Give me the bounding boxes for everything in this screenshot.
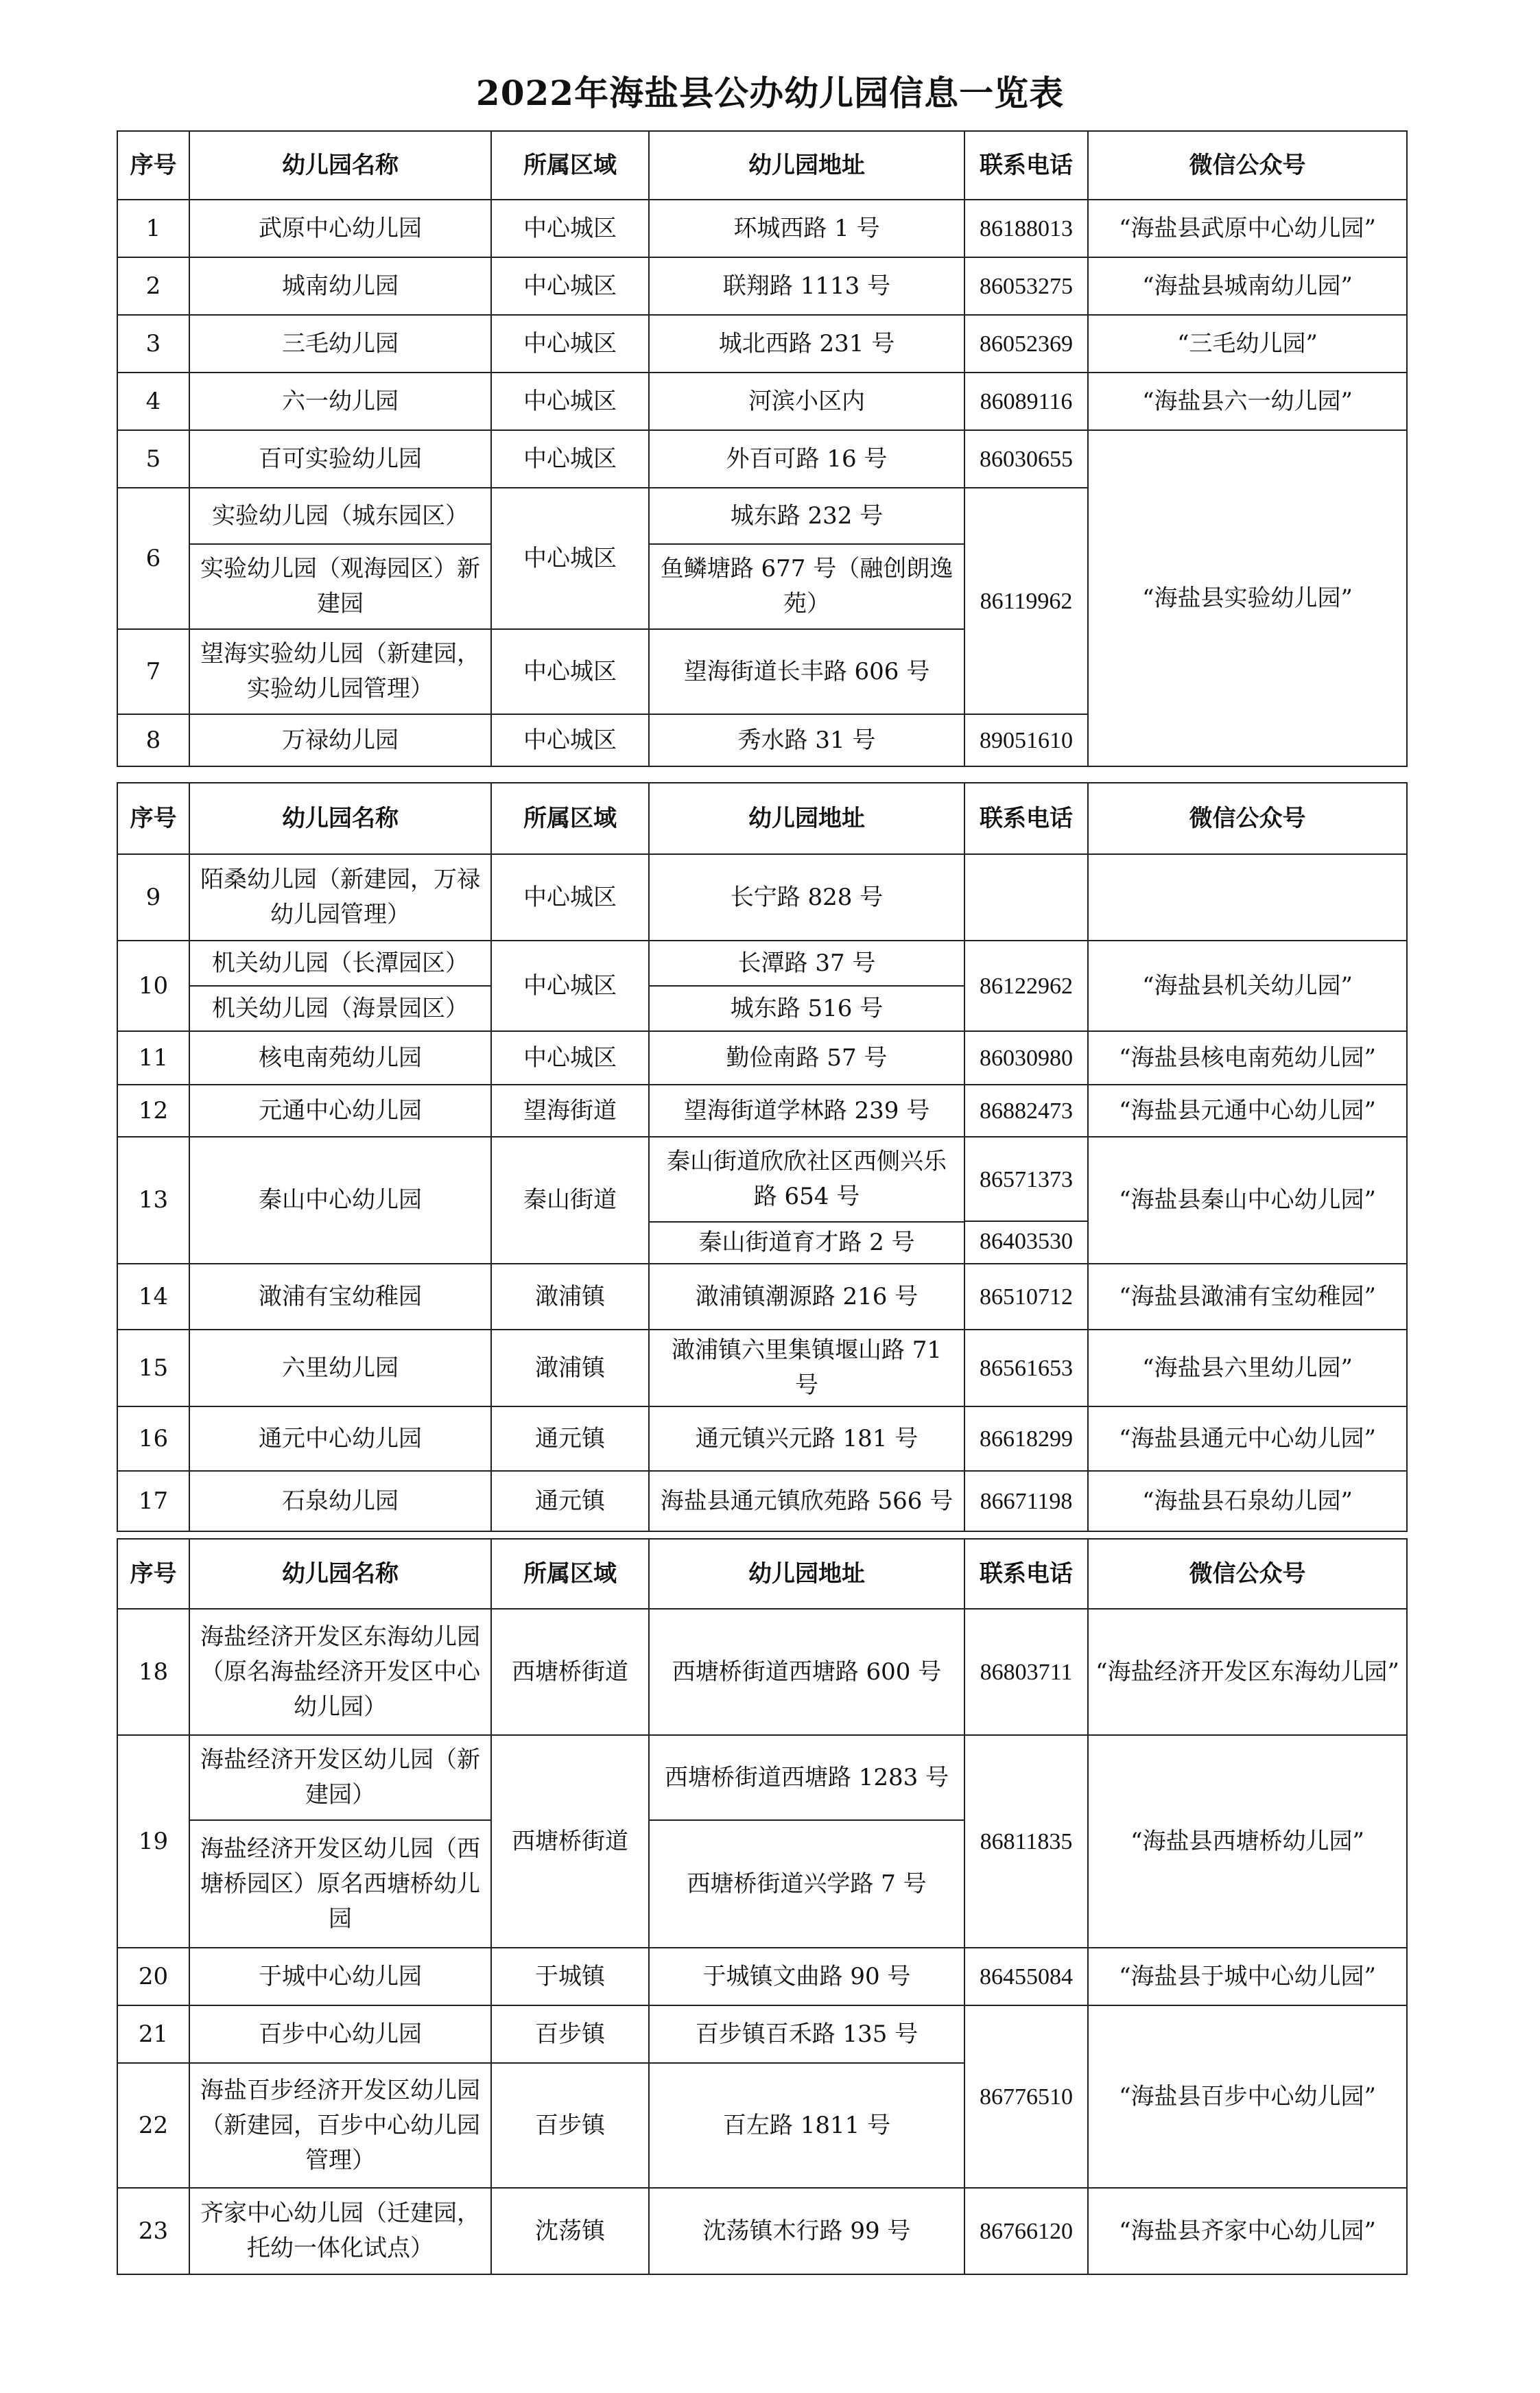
phone: 86882473 [964, 1085, 1088, 1137]
row-number: 20 [117, 1948, 189, 2005]
table-row [117, 1330, 1407, 1406]
kindergarten-name: 海盐经济开发区幼儿园（新建园） [189, 1735, 491, 1820]
header-area: 所属区域 [491, 1539, 649, 1609]
phone: 86403530 [980, 1228, 1073, 1254]
area: 中心城区 [491, 257, 649, 315]
phone: 86618299 [964, 1406, 1088, 1471]
kindergarten-name: 齐家中心幼儿园（迁建园，托幼一体化试点） [189, 2188, 491, 2274]
kindergarten-table-1 [117, 130, 1408, 767]
phone [964, 854, 1088, 941]
table-row [117, 1137, 1407, 1222]
header-no: 序号 [117, 131, 189, 200]
address: 百左路 1811 号 [649, 2063, 964, 2188]
kindergarten-name: 核电南苑幼儿园 [189, 1031, 491, 1085]
header-wechat: 微信公众号 [1088, 783, 1407, 854]
header-name: 幼儿园名称 [189, 783, 491, 854]
table-header-row [117, 783, 1407, 854]
phone: 86510712 [964, 1264, 1088, 1330]
wechat-account: “海盐县秦山中心幼儿园” [1088, 1137, 1407, 1264]
row-number: 12 [117, 1085, 189, 1137]
table-row [117, 1735, 1407, 1820]
row-number: 6 [117, 488, 189, 629]
address: 沈荡镇木行路 99 号 [649, 2188, 964, 2274]
kindergarten-name: 百可实验幼儿园 [189, 430, 491, 488]
table-row [117, 1264, 1407, 1330]
kindergarten-name: 陌桑幼儿园（新建园，万禄幼儿园管理） [189, 854, 491, 941]
wechat-account: “海盐县机关幼儿园” [1088, 941, 1407, 1031]
table-row [117, 1609, 1407, 1735]
phone: 86053275 [964, 257, 1088, 315]
wechat-account: “海盐经济开发区东海幼儿园” [1088, 1609, 1407, 1735]
header-phone: 联系电话 [964, 1539, 1088, 1609]
kindergarten-name: 于城中心幼儿园 [189, 1948, 491, 2005]
table-row [117, 1948, 1407, 2005]
kindergarten-table-3 [117, 1538, 1408, 2275]
row-number: 22 [117, 2063, 189, 2188]
wechat-account: “海盐县六一幼儿园” [1088, 373, 1407, 430]
area: 通元镇 [491, 1406, 649, 1471]
phone: 86811835 [964, 1735, 1088, 1948]
wechat-account: “海盐县齐家中心幼儿园” [1088, 2188, 1407, 2274]
area: 中心城区 [491, 629, 649, 714]
area: 澉浦镇 [491, 1264, 649, 1330]
header-name: 幼儿园名称 [189, 1539, 491, 1609]
phone: 86571373 [965, 1140, 1087, 1222]
table-row [117, 315, 1407, 373]
area: 中心城区 [491, 373, 649, 430]
kindergarten-name: 武原中心幼儿园 [189, 200, 491, 257]
kindergarten-name: 石泉幼儿园 [189, 1471, 491, 1531]
table-row [117, 2188, 1407, 2274]
wechat-account: “海盐县六里幼儿园” [1088, 1330, 1407, 1406]
kindergarten-table-2 [117, 782, 1408, 1532]
kindergarten-name: 通元中心幼儿园 [189, 1406, 491, 1471]
address: 西塘桥街道兴学路 7 号 [649, 1820, 964, 1948]
kindergarten-name: 机关幼儿园（海景园区） [189, 986, 491, 1031]
area: 于城镇 [491, 1948, 649, 2005]
kindergarten-name: 元通中心幼儿园 [189, 1085, 491, 1137]
table-row [117, 200, 1407, 257]
header-area: 所属区域 [491, 131, 649, 200]
wechat-account: “海盐县西塘桥幼儿园” [1088, 1735, 1407, 1948]
row-number: 11 [117, 1031, 189, 1085]
area: 中心城区 [491, 941, 649, 1031]
table-row [117, 1406, 1407, 1471]
phone: 86052369 [964, 315, 1088, 373]
wechat-account: “海盐县元通中心幼儿园” [1088, 1085, 1407, 1137]
row-number: 18 [117, 1609, 189, 1735]
phone: 86089116 [964, 373, 1088, 430]
kindergarten-name: 澉浦有宝幼稚园 [189, 1264, 491, 1330]
address: 长宁路 828 号 [649, 854, 964, 941]
area: 中心城区 [491, 200, 649, 257]
kindergarten-name: 海盐经济开发区东海幼儿园（原名海盐经济开发区中心幼儿园） [189, 1609, 491, 1735]
phone: 86803711 [964, 1609, 1088, 1735]
phone: 86122962 [964, 941, 1088, 1031]
kindergarten-name: 实验幼儿园（城东园区） [189, 488, 491, 544]
address: 联翔路 1113 号 [649, 257, 964, 315]
area: 望海街道 [491, 1085, 649, 1137]
header-name: 幼儿园名称 [189, 131, 491, 200]
wechat-account: “海盐县通元中心幼儿园” [1088, 1406, 1407, 1471]
kindergarten-name: 望海实验幼儿园（新建园，实验幼儿园管理） [189, 629, 491, 714]
area: 秦山街道 [491, 1137, 649, 1264]
phone: 86030980 [964, 1031, 1088, 1085]
header-no: 序号 [117, 1539, 189, 1609]
header-area: 所属区域 [491, 783, 649, 854]
kindergarten-name: 百步中心幼儿园 [189, 2005, 491, 2063]
wechat-account: “海盐县石泉幼儿园” [1088, 1471, 1407, 1531]
header-address: 幼儿园地址 [649, 131, 964, 200]
address: 于城镇文曲路 90 号 [649, 1948, 964, 2005]
table-row [117, 430, 1407, 488]
address: 城北西路 231 号 [649, 315, 964, 373]
area: 西塘桥街道 [491, 1609, 649, 1735]
area: 中心城区 [491, 430, 649, 488]
table-row [117, 373, 1407, 430]
address: 长潭路 37 号 [649, 941, 964, 986]
wechat-account: “海盐县于城中心幼儿园” [1088, 1948, 1407, 2005]
wechat-account: “海盐县实验幼儿园” [1088, 430, 1407, 766]
row-number: 2 [117, 257, 189, 315]
address: 外百可路 16 号 [649, 430, 964, 488]
row-number: 14 [117, 1264, 189, 1330]
table-row [117, 941, 1407, 986]
address: 海盐县通元镇欣苑路 566 号 [649, 1471, 964, 1531]
area: 澉浦镇 [491, 1330, 649, 1406]
row-number: 19 [117, 1735, 189, 1948]
table-row [117, 1471, 1407, 1531]
area: 沈荡镇 [491, 2188, 649, 2274]
address: 西塘桥街道西塘路 600 号 [649, 1609, 964, 1735]
phone [964, 1137, 1088, 1264]
row-number: 8 [117, 714, 189, 766]
row-number: 3 [117, 315, 189, 373]
area: 中心城区 [491, 315, 649, 373]
table-row [117, 1031, 1407, 1085]
table-row [117, 1085, 1407, 1137]
wechat-account: “海盐县百步中心幼儿园” [1088, 2005, 1407, 2188]
address: 秦山街道欣欣社区西侧兴乐路 654 号 [649, 1137, 964, 1222]
address: 城东路 516 号 [649, 986, 964, 1031]
row-number: 4 [117, 373, 189, 430]
phone: 86455084 [964, 1948, 1088, 2005]
row-number: 23 [117, 2188, 189, 2274]
row-number: 17 [117, 1471, 189, 1531]
address: 鱼鳞塘路 677 号（融创朗逸苑） [649, 544, 964, 629]
address: 望海街道长丰路 606 号 [649, 629, 964, 714]
address: 通元镇兴元路 181 号 [649, 1406, 964, 1471]
area: 中心城区 [491, 488, 649, 629]
kindergarten-name: 秦山中心幼儿园 [189, 1137, 491, 1264]
row-number: 7 [117, 629, 189, 714]
row-number: 16 [117, 1406, 189, 1471]
header-wechat: 微信公众号 [1088, 131, 1407, 200]
phone: 86561653 [964, 1330, 1088, 1406]
address: 望海街道学林路 239 号 [649, 1085, 964, 1137]
row-number: 13 [117, 1137, 189, 1264]
header-phone: 联系电话 [964, 131, 1088, 200]
wechat-account: “三毛幼儿园” [1088, 315, 1407, 373]
table-row [117, 257, 1407, 315]
phone: 86766120 [964, 2188, 1088, 2274]
header-wechat: 微信公众号 [1088, 1539, 1407, 1609]
row-number: 9 [117, 854, 189, 941]
header-address: 幼儿园地址 [649, 783, 964, 854]
address: 秀水路 31 号 [649, 714, 964, 766]
kindergarten-name: 机关幼儿园（长潭园区） [189, 941, 491, 986]
address: 澉浦镇六里集镇堰山路 71 号 [649, 1330, 964, 1406]
area: 通元镇 [491, 1471, 649, 1531]
table-header-row [117, 131, 1407, 200]
table-row [117, 854, 1407, 941]
wechat-account: “海盐县澉浦有宝幼稚园” [1088, 1264, 1407, 1330]
area: 百步镇 [491, 2005, 649, 2063]
kindergarten-name: 三毛幼儿园 [189, 315, 491, 373]
phone: 86188013 [964, 200, 1088, 257]
table-row [117, 2005, 1407, 2063]
kindergarten-name: 海盐百步经济开发区幼儿园（新建园，百步中心幼儿园管理） [189, 2063, 491, 2188]
phone: 86671198 [964, 1471, 1088, 1531]
wechat-account: “海盐县城南幼儿园” [1088, 257, 1407, 315]
table-header-row [117, 1539, 1407, 1609]
address: 环城西路 1 号 [649, 200, 964, 257]
address: 河滨小区内 [649, 373, 964, 430]
address: 百步镇百禾路 135 号 [649, 2005, 964, 2063]
kindergarten-name: 万禄幼儿园 [189, 714, 491, 766]
phone: 89051610 [964, 714, 1088, 766]
kindergarten-name: 六一幼儿园 [189, 373, 491, 430]
wechat-account: “海盐县武原中心幼儿园” [1088, 200, 1407, 257]
kindergarten-name: 实验幼儿园（观海园区）新建园 [189, 544, 491, 629]
address: 勤俭南路 57 号 [649, 1031, 964, 1085]
address: 城东路 232 号 [649, 488, 964, 544]
area: 百步镇 [491, 2063, 649, 2188]
header-address: 幼儿园地址 [649, 1539, 964, 1609]
kindergarten-name: 海盐经济开发区幼儿园（西塘桥园区）原名西塘桥幼儿园 [189, 1820, 491, 1948]
address: 澉浦镇潮源路 216 号 [649, 1264, 964, 1330]
wechat-account [1088, 854, 1407, 941]
phone: 86119962 [964, 488, 1088, 714]
area: 中心城区 [491, 714, 649, 766]
area: 中心城区 [491, 854, 649, 941]
header-no: 序号 [117, 783, 189, 854]
area: 中心城区 [491, 1031, 649, 1085]
area: 西塘桥街道 [491, 1735, 649, 1948]
header-phone: 联系电话 [964, 783, 1088, 854]
row-number: 21 [117, 2005, 189, 2063]
kindergarten-name: 六里幼儿园 [189, 1330, 491, 1406]
wechat-account: “海盐县核电南苑幼儿园” [1088, 1031, 1407, 1085]
address: 西塘桥街道西塘路 1283 号 [649, 1735, 964, 1820]
row-number: 1 [117, 200, 189, 257]
row-number: 10 [117, 941, 189, 1031]
page-title: 2022年海盐县公办幼儿园信息一览表 [475, 73, 1065, 113]
row-number: 15 [117, 1330, 189, 1406]
row-number: 5 [117, 430, 189, 488]
address: 秦山街道育才路 2 号 [649, 1222, 964, 1264]
kindergarten-name: 城南幼儿园 [189, 257, 491, 315]
phone: 86030655 [964, 430, 1088, 488]
phone: 86776510 [964, 2005, 1088, 2188]
